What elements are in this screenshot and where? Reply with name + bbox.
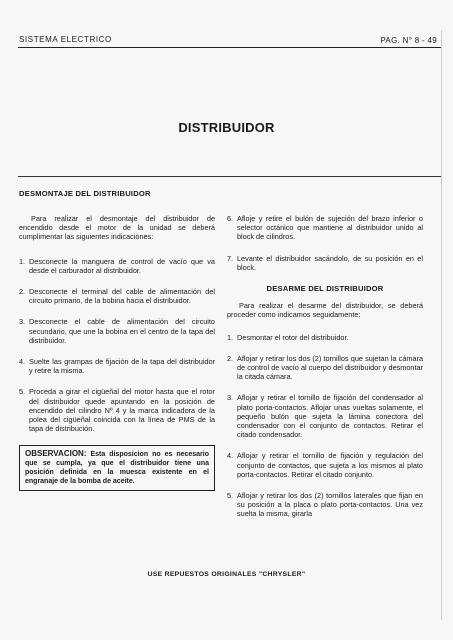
item-text: Aflojar y retirar el tornillo de fijación y regulación del conjunto de contactos, que sujeta a los mismos al plato porta-contactos. Retirar el citado conjunto. — [237, 451, 423, 479]
item-number: 1. — [227, 332, 234, 342]
item-text: Levante el distribuidor sacándolo, de su posición en el block. — [237, 253, 423, 272]
item-text: Suelte las grampas de fijación de la tapa del distribuidor y retire la misma. — [29, 357, 215, 376]
item-text: Desmontar el rotor del distribuidor. — [237, 332, 349, 342]
section1-intro: Para realizar el desmontaje del distribuidor de encendido desde el motor de la unidad se deberá cumplimentar las siguientes indicaciones: — [19, 214, 215, 242]
list-item — [227, 333, 423, 342]
item-text: Aflojar y retirar el tornillo de fijación del condensador al plato porta-contactos. Aflojar unas vueltas solamente, el pequeño bulón que sujeta la lámina conectora del condensador con el conjunto de contactos. Retirar el citado condensador. — [237, 393, 423, 440]
list-item — [19, 287, 215, 305]
list-item — [227, 451, 423, 479]
observation-text: Esta disposicion no es necesario que se cumpla, ya que el distribuidor tiene una posición definida en la muesca existente en el engranaje de la bomba de aceite. — [25, 451, 210, 486]
section-header: SISTEMA ELECTRICO — [19, 35, 112, 44]
page-title: DISTRIBUIDOR — [178, 120, 275, 135]
page-footer: USE REPUESTOS ORIGINALES "CHRYSLER" — [147, 571, 306, 578]
list-item — [227, 393, 423, 439]
header-rule — [18, 47, 441, 48]
item-text: Aflojar y retirar los dos (2) tornillos que sujetan la cámara de control de vacío al cuerpo del distribuidor y desmontar la citada cámara. — [237, 353, 423, 382]
page-number: PAG. N° 8 - 49 — [380, 36, 437, 45]
item-number: 6. — [227, 214, 234, 223]
item-number: 1. — [19, 256, 26, 266]
section2-intro: Para realizar el desarme del distribuidor, se deberá proceder como indicamos seguidamente: — [227, 301, 423, 320]
section2-heading: DESARME DEL DISTRIBUIDOR — [266, 284, 384, 294]
list-item — [19, 257, 215, 275]
item-number: 2. — [19, 287, 26, 297]
item-text: Aflojar y retirar los dos (2) tornillos laterales que fijan en su posición a la placa o plato porta-contactos. Una vez suelta la misma, girarla — [237, 491, 423, 519]
item-text: Proceda a girar el cigüeñal del motor hasta que el rotor del distribuidor quede apuntando en la posición de encendido del cilindro Nº 4 y la marca indicadora de la polea del cigüeñal coincida con la línea de PMS de la tapa de distribución. — [29, 387, 215, 434]
left-column — [19, 214, 215, 491]
item-text: Desconecte el cable de alimentación del circuito secundario, que une la bobina en el centro de la tapa del distribuidor. — [29, 317, 215, 345]
observation-label: OBSERVACION: — [25, 449, 87, 459]
item-number: 5. — [227, 491, 234, 501]
list-item — [227, 254, 423, 272]
item-number: 2. — [227, 353, 234, 363]
item-text: Desconecte la manguera de control de vacío que va desde el carburador al distribuidor. — [29, 256, 215, 275]
item-number: 5. — [19, 387, 26, 397]
list-item — [227, 354, 423, 382]
section1-heading: DESMONTAJE DEL DISTRIBUIDOR — [19, 189, 151, 198]
title-rule — [18, 176, 441, 177]
item-number: 4. — [19, 357, 26, 367]
page-edge-shadow — [441, 30, 442, 620]
item-number: 3. — [227, 393, 234, 403]
item-text: Desconecte el terminal del cable de alimentación del circuito primario, de la bobina hacia el distribuidor. — [29, 287, 215, 306]
item-number: 7. — [227, 253, 234, 263]
list-item — [19, 387, 215, 433]
list-item — [227, 214, 423, 242]
item-number: 4. — [227, 451, 234, 461]
list-item — [19, 357, 215, 375]
list-item — [19, 317, 215, 345]
observation-box — [19, 445, 215, 491]
item-number: 3. — [19, 317, 26, 327]
right-column — [227, 214, 423, 531]
list-item — [227, 491, 423, 519]
item-text: Afloje y retire el bulón de sujeción del brazo inferior o selector octánico que mantiene al distribuidor unido al block de cilindros. — [237, 214, 423, 242]
